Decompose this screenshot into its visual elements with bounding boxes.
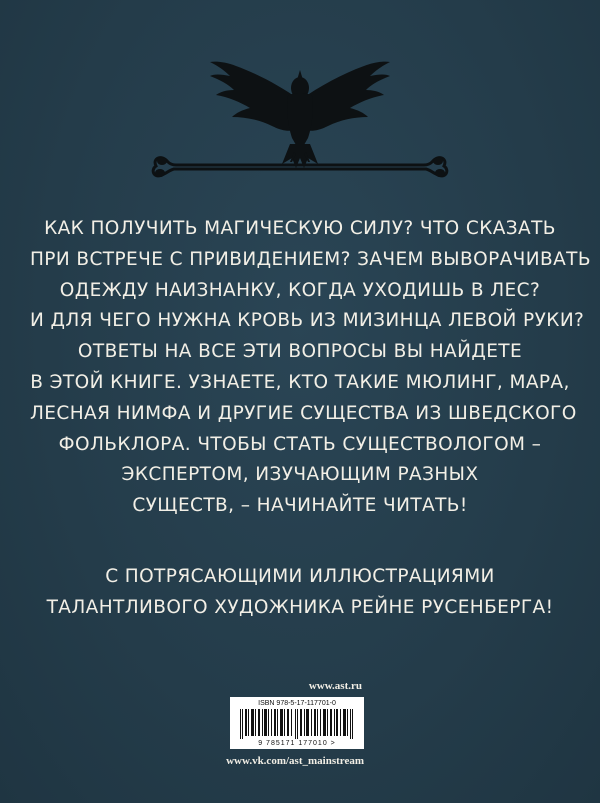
raven-on-bone-icon: [140, 40, 460, 190]
illustrator-tagline: [30, 562, 570, 624]
publisher-vk-link[interactable]: www.vk.com/ast_mainstream: [226, 755, 364, 767]
blurb-line: В ЭТОЙ КНИГЕ. УЗНАЕТЕ, КТО ТАКИЕ МЮЛИНГ, МАРА,: [30, 371, 570, 393]
blurb-line: СУЩЕСТВ, – НАЧИНАЙТЕ ЧИТАТЬ!: [132, 495, 468, 517]
blurb-line: ПРИ ВСТРЕЧЕ С ПРИВИДЕНИЕМ? ЗАЧЕМ ВЫВОРАЧИВАТЬ: [30, 248, 591, 270]
barcode-bars-icon: [234, 709, 360, 739]
blurb-line: ОТВЕТЫ НА ВСЕ ЭТИ ВОПРОСЫ ВЫ НАЙДЕТЕ: [77, 341, 523, 363]
blurb-line: И ДЛЯ ЧЕГО НУЖНА КРОВЬ ИЗ МИЗИНЦА ЛЕВОЙ РУКИ?: [30, 310, 585, 332]
blurb-line: ЛЕСНАЯ НИМФА И ДРУГИЕ СУЩЕСТВА ИЗ ШВЕДСКОГО: [30, 402, 577, 424]
tagline-line: ТАЛАНТЛИВОГО ХУДОЖНИКА РЕЙНЕ РУСЕНБЕРГА!: [46, 596, 554, 618]
isbn-label: ISBN 978-5-17-117701-0: [258, 700, 336, 707]
publisher-website: www.ast.ru: [308, 680, 362, 692]
blurb-line: ОДЕЖДУ НАИЗНАНКУ, КОГДА УХОДИШЬ В ЛЕС?: [59, 279, 541, 301]
isbn-barcode: [230, 697, 364, 749]
blurb-line: ФОЛЬКЛОРА. ЧТОБЫ СТАТЬ СУЩЕСТВОЛОГОМ –: [58, 433, 542, 455]
tagline-line: С ПОТРЯСАЮЩИМИ ИЛЛЮСТРАЦИЯМИ: [105, 566, 495, 587]
cover-blurb: [30, 214, 591, 522]
blurb-line: КАК ПОЛУЧИТЬ МАГИЧЕСКУЮ СИЛУ? ЧТО СКАЗАТЬ: [44, 218, 556, 239]
barcode-digits: 9 785171 177010 >: [258, 740, 336, 747]
blurb-line: ЭКСПЕРТОМ, ИЗУЧАЮЩИМ РАЗНЫХ: [121, 464, 479, 486]
